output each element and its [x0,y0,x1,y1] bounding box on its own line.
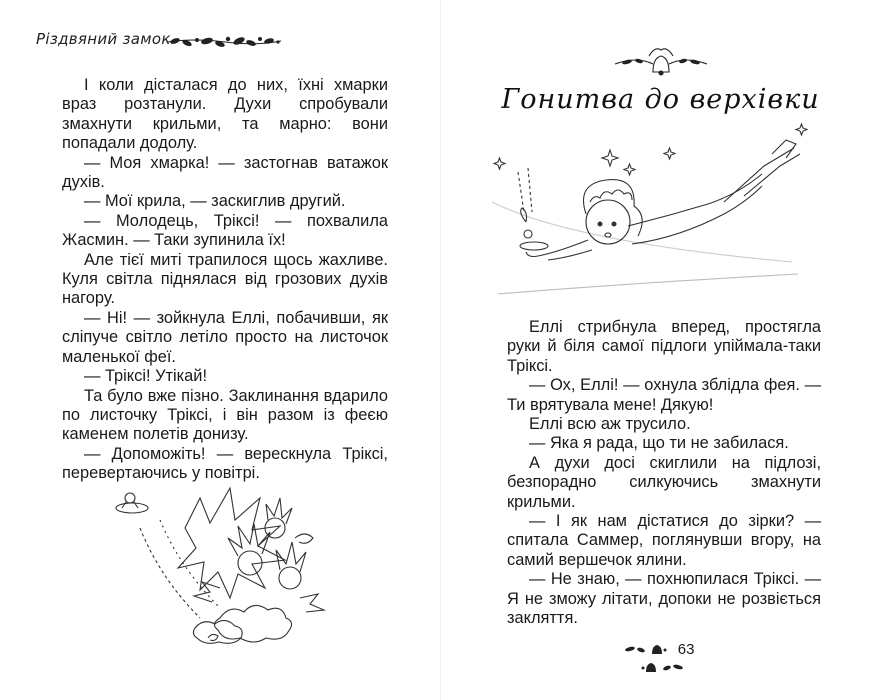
paragraph: Еллі всю аж трусило. [529,415,691,434]
left-page-text [62,76,388,484]
paragraph: — Не знаю, — похнюпилася Тріксі. — Я не зможу літати, допоки не розвіється закляття. [507,570,821,628]
paragraph: — Тріксі! Утікай! [84,367,208,386]
paragraph: — Молодець, Тріксі! — похвалила Жасмин. — Таки зупинила їх! [62,211,388,250]
paragraph: Та було вже пізно. Заклинання вдарило по листочку Тріксі, і він разом із феєю каменем полетів донизу. [62,386,388,444]
bells-footer-left-icon [624,642,668,656]
paragraph: Але тієї миті трапилося щось жахливе. Куля світла піднялася від грозових духів нагору. [62,250,388,308]
paragraph: — Яка я рада, що ти не забилася. [529,434,789,453]
paragraph: — Допоможіть! — верескнула Тріксі, перевертаючись у повітрі. [62,444,388,483]
holly-ornament-icon [165,32,283,50]
paragraph: Еллі стрибнула вперед, простягла руки й біля самої підлоги упіймала-таки Тріксі. [507,318,821,375]
chapter-title: Гонитва до верхівки [501,84,820,115]
paragraph: І коли дісталася до них, їхні хмарки враз розтанули. Духи спробували змахнути крильми, та марно: вони попадали додолу. [62,76,388,153]
page-number: 63 [677,640,695,658]
paragraph: — І як нам дістатися до зірки? — спитала Саммер, поглянувши вгору, на самий вершечок ялини. [507,512,821,569]
storm-spirits-illustration [100,468,330,653]
bells-ornament-icon [613,42,709,78]
paragraph: — Моя хмарка! — застогнав ватажок духів. [62,153,388,192]
running-head: Різдвяний замок [36,30,171,48]
paragraph: — Ні! — зойкнула Еллі, побачивши, як сліпуче світло летіло просто на листочок маленької феї. [62,308,388,366]
paragraph: — Мої крила, — заскиглив другий. [84,192,346,211]
paragraph: — Ох, Еллі! — охнула зблідла фея. — Ти врятувала мене! Дякую! [507,376,821,414]
page-footer [602,640,722,675]
flying-girl-illustration [488,122,808,302]
right-page-text [507,318,821,629]
paragraph: А духи досі скиглили на підлозі, безпорадно силкуючись змахнути крильми. [507,453,821,511]
bells-footer-right-icon [640,660,684,674]
